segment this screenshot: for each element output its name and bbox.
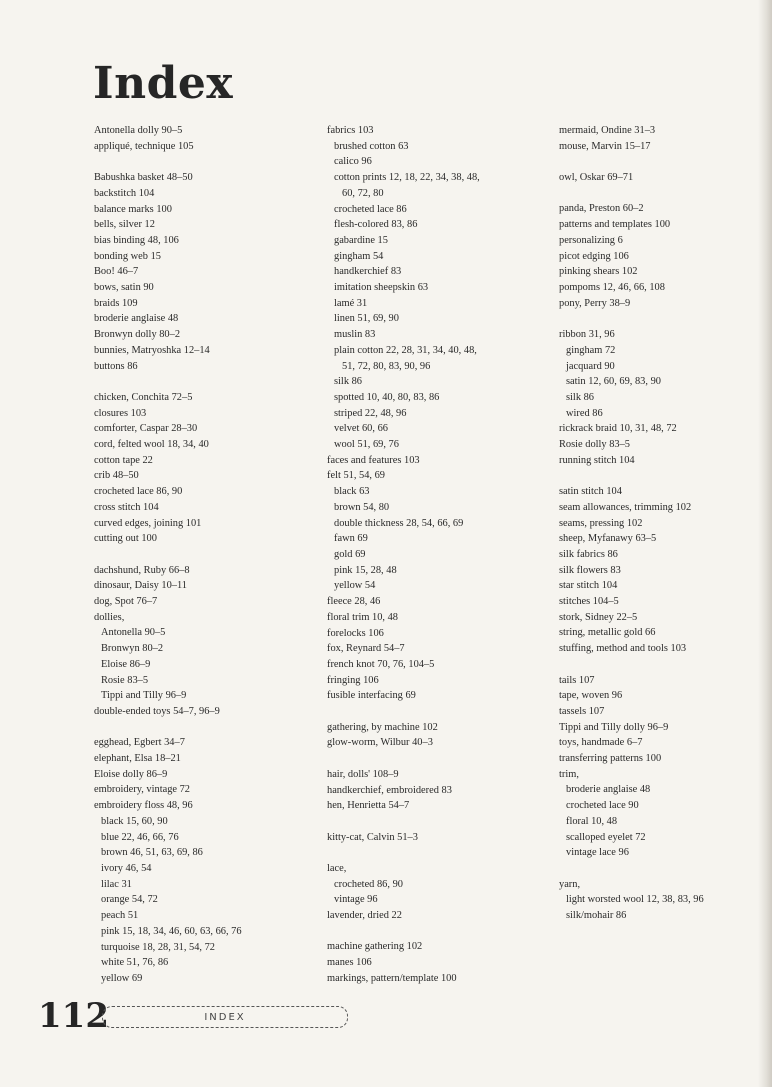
index-entry: tape, woven 96 xyxy=(559,690,623,702)
index-entry: cutting out 100 xyxy=(94,533,157,545)
index-subentry: blue 22, 46, 66, 76 xyxy=(101,831,179,843)
index-subentry: plain cotton 22, 28, 31, 34, 40, 48, xyxy=(334,344,477,356)
index-entry: mermaid, Ondine 31–3 xyxy=(559,125,656,136)
index-entry: Eloise dolly 86–9 xyxy=(94,768,168,780)
index-entry: transferring patterns 100 xyxy=(559,753,662,765)
index-subentry: handkerchief 83 xyxy=(334,266,402,278)
index-entry: fusible interfacing 69 xyxy=(327,690,416,702)
index-subentry: fawn 69 xyxy=(334,533,368,545)
index-subentry: linen 51, 69, 90 xyxy=(334,313,399,325)
index-entry: dollies, xyxy=(94,611,125,623)
index-subentry: wool 51, 69, 76 xyxy=(334,439,399,451)
index-entry: pompoms 12, 46, 66, 108 xyxy=(559,282,665,293)
index-entry: crib 48–50 xyxy=(94,470,139,482)
index-entry: glow-worm, Wilbur 40–3 xyxy=(327,737,433,749)
index-entry: machine gathering 102 xyxy=(327,941,423,953)
index-entry: pinking shears 102 xyxy=(559,266,638,278)
index-subentry: Rosie 83–5 xyxy=(101,674,149,686)
index-entry: closures 103 xyxy=(94,407,147,419)
index-entry: picot edging 106 xyxy=(559,250,629,262)
index-entry: running stitch 104 xyxy=(559,454,635,466)
index-entry: stuffing, method and tools 103 xyxy=(559,643,687,655)
index-entry: markings, pattern/template 100 xyxy=(327,972,457,984)
index-entry: fox, Reynard 54–7 xyxy=(327,643,405,655)
index-entry: panda, Preston 60–2 xyxy=(559,203,644,215)
index-entry: embroidery floss 48, 96 xyxy=(94,800,193,812)
index-subentry: black 15, 60, 90 xyxy=(101,815,168,827)
index-spacer xyxy=(559,657,764,673)
index-subentry: gold 69 xyxy=(334,548,366,560)
index-subentry: striped 22, 48, 96 xyxy=(334,407,407,419)
index-spacer xyxy=(559,311,764,327)
index-entry: rickrack braid 10, 31, 48, 72 xyxy=(559,423,677,435)
index-entry: chicken, Conchita 72–5 xyxy=(94,391,193,403)
index-subentry: Tippi and Tilly 96–9 xyxy=(101,690,187,702)
index-column-1 xyxy=(94,123,309,987)
index-entry: Babushka basket 48–50 xyxy=(94,172,193,184)
index-spacer xyxy=(327,814,542,830)
index-entry: cord, felted wool 18, 34, 40 xyxy=(94,439,209,451)
index-entry: lavender, dried 22 xyxy=(327,910,402,922)
index-entry: satin stitch 104 xyxy=(559,486,622,498)
index-entry: curved edges, joining 101 xyxy=(94,517,202,529)
index-entry: faces and features 103 xyxy=(327,454,420,466)
book-spine-shadow xyxy=(758,0,772,1087)
index-entry: comforter, Caspar 28–30 xyxy=(94,423,198,435)
index-subentry: orange 54, 72 xyxy=(101,894,158,906)
index-subentry: crocheted lace 90 xyxy=(566,800,639,812)
index-subentry: vintage lace 96 xyxy=(566,847,629,859)
index-entry: hair, dolls' 108–9 xyxy=(327,768,399,780)
index-entry: silk flowers 83 xyxy=(559,564,621,576)
index-entry: french knot 70, 76, 104–5 xyxy=(327,658,435,670)
index-entry: balance marks 100 xyxy=(94,203,172,215)
index-entry: gathering, by machine 102 xyxy=(327,721,438,733)
index-entry: tassels 107 xyxy=(559,705,605,717)
index-entry: string, metallic gold 66 xyxy=(559,627,656,639)
index-entry: bunnies, Matryoshka 12–14 xyxy=(94,344,210,356)
index-subentry: silk 86 xyxy=(334,376,363,388)
index-entry: cross stitch 104 xyxy=(94,501,159,513)
index-subentry: lamé 31 xyxy=(334,297,368,309)
index-subentry: pink 15, 18, 34, 46, 60, 63, 66, 76 xyxy=(101,925,242,937)
index-entry: fringing 106 xyxy=(327,674,379,686)
index-entry: kitty-cat, Calvin 51–3 xyxy=(327,831,418,843)
index-spacer xyxy=(327,751,542,767)
index-spacer xyxy=(94,154,309,170)
index-subentry: yellow 54 xyxy=(334,580,376,592)
index-entry: embroidery, vintage 72 xyxy=(94,784,190,796)
index-subentry: Bronwyn 80–2 xyxy=(101,643,164,655)
index-spacer xyxy=(559,468,764,484)
index-entry: stork, Sidney 22–5 xyxy=(559,611,638,623)
index-subentry: ivory 46, 54 xyxy=(101,862,152,874)
index-subentry: calico 96 xyxy=(334,156,372,168)
page-number: 112 xyxy=(38,996,109,1036)
index-spacer xyxy=(327,845,542,861)
index-entry: toys, handmade 6–7 xyxy=(559,737,643,749)
index-entry: felt 51, 54, 69 xyxy=(327,470,386,482)
index-subentry: muslin 83 xyxy=(334,329,376,341)
index-entry: personalizing 6 xyxy=(559,234,623,246)
index-entry: ribbon 31, 96 xyxy=(559,329,615,341)
index-entry: tails 107 xyxy=(559,674,595,686)
index-entry: hen, Henrietta 54–7 xyxy=(327,800,410,812)
index-subentry: yellow 69 xyxy=(101,972,143,984)
index-subentry: Antonella 90–5 xyxy=(101,627,166,639)
index-subentry: flesh-colored 83, 86 xyxy=(334,219,418,231)
index-entry: star stitch 104 xyxy=(559,580,618,592)
index-subentry: Eloise 86–9 xyxy=(101,658,151,670)
index-entry: bonding web 15 xyxy=(94,250,161,262)
index-entry: handkerchief, embroidered 83 xyxy=(327,784,452,796)
index-entry: yarn, xyxy=(559,878,581,890)
index-subentry: crocheted lace 86 xyxy=(334,203,407,215)
index-entry: bias binding 48, 106 xyxy=(94,234,179,246)
index-spacer xyxy=(559,861,764,877)
index-entry: floral trim 10, 48 xyxy=(327,611,398,623)
index-entry: Boo! 46–7 xyxy=(94,266,139,278)
index-subentry: white 51, 76, 86 xyxy=(101,957,169,969)
index-spacer xyxy=(327,704,542,720)
index-entry: buttons 86 xyxy=(94,360,138,372)
index-entry: backstitch 104 xyxy=(94,187,155,199)
index-spacer xyxy=(94,547,309,563)
index-subentry: spotted 10, 40, 80, 83, 86 xyxy=(334,391,440,403)
index-entry: mouse, Marvin 15–17 xyxy=(559,140,651,152)
index-entry: broderie anglaise 48 xyxy=(94,313,179,325)
index-subentry: broderie anglaise 48 xyxy=(566,784,651,796)
index-entry: trim, xyxy=(559,768,579,780)
index-subentry: brown 46, 51, 63, 69, 86 xyxy=(101,847,203,859)
index-entry-continuation: 60, 72, 80 xyxy=(342,187,384,199)
index-entry: bells, silver 12 xyxy=(94,219,155,231)
index-subentry: turquoise 18, 28, 31, 54, 72 xyxy=(101,941,216,953)
index-entry: forelocks 106 xyxy=(327,627,384,639)
index-spacer xyxy=(559,154,764,170)
index-entry: Bronwyn dolly 80–2 xyxy=(94,329,181,341)
footer-label: INDEX xyxy=(102,1006,348,1028)
index-entry: seams, pressing 102 xyxy=(559,517,643,529)
index-subentry: silk 86 xyxy=(566,391,595,403)
page-title: Index xyxy=(93,58,234,109)
index-entry: sheep, Myfanawy 63–5 xyxy=(559,533,657,545)
index-entry-continuation: 51, 72, 80, 83, 90, 96 xyxy=(342,360,431,372)
index-entry: dog, Spot 76–7 xyxy=(94,596,158,608)
index-entry: Rosie dolly 83–5 xyxy=(559,439,631,451)
index-entry: double-ended toys 54–7, 96–9 xyxy=(94,705,220,717)
index-entry: dinosaur, Daisy 10–11 xyxy=(94,580,187,592)
index-entry: cotton tape 22 xyxy=(94,454,153,466)
index-subentry: black 63 xyxy=(334,486,370,498)
index-entry: stitches 104–5 xyxy=(559,596,619,608)
index-subentry: peach 51 xyxy=(101,910,139,922)
index-spacer xyxy=(94,374,309,390)
index-entry: appliqué, technique 105 xyxy=(94,140,194,152)
index-entry: manes 106 xyxy=(327,957,372,969)
index-spacer xyxy=(94,720,309,736)
index-entry: patterns and templates 100 xyxy=(559,219,671,231)
index-subentry: cotton prints 12, 18, 22, 34, 38, 48, xyxy=(334,172,480,184)
index-subentry: light worsted wool 12, 38, 83, 96 xyxy=(566,894,704,906)
index-subentry: scalloped eyelet 72 xyxy=(566,831,646,843)
index-subentry: double thickness 28, 54, 66, 69 xyxy=(334,517,464,529)
index-spacer xyxy=(559,186,764,202)
index-entry: silk fabrics 86 xyxy=(559,548,618,560)
index-subentry: gabardine 15 xyxy=(334,234,388,246)
index-subentry: lilac 31 xyxy=(101,878,132,890)
index-subentry: vintage 96 xyxy=(334,894,378,906)
index-subentry: satin 12, 60, 69, 83, 90 xyxy=(566,376,661,388)
index-subentry: imitation sheepskin 63 xyxy=(334,282,429,294)
index-subentry: pink 15, 28, 48 xyxy=(334,564,397,576)
index-entry: fabrics 103 xyxy=(327,125,374,136)
index-subentry: floral 10, 48 xyxy=(566,815,618,827)
index-entry: crocheted lace 86, 90 xyxy=(94,486,183,498)
index-entry: fleece 28, 46 xyxy=(327,596,381,608)
index-entry: dachshund, Ruby 66–8 xyxy=(94,564,190,576)
index-entry: Tippi and Tilly dolly 96–9 xyxy=(559,721,669,733)
index-subentry: wired 86 xyxy=(566,407,603,419)
index-subentry: crocheted 86, 90 xyxy=(334,878,403,890)
index-column-2 xyxy=(327,123,542,987)
index-entry: lace, xyxy=(327,862,347,874)
index-entry: pony, Perry 38–9 xyxy=(559,297,631,309)
index-subentry: silk/mohair 86 xyxy=(566,910,627,922)
index-subentry: gingham 54 xyxy=(334,250,384,262)
index-entry: elephant, Elsa 18–21 xyxy=(94,753,181,765)
index-subentry: brushed cotton 63 xyxy=(334,140,409,152)
index-subentry: jacquard 90 xyxy=(566,360,615,372)
index-entry: bows, satin 90 xyxy=(94,282,154,294)
index-subentry: velvet 60, 66 xyxy=(334,423,388,435)
index-subentry: brown 54, 80 xyxy=(334,501,390,513)
index-entry: egghead, Egbert 34–7 xyxy=(94,737,185,749)
index-subentry: gingham 72 xyxy=(566,344,616,356)
index-spacer xyxy=(327,924,542,940)
index-column-3 xyxy=(559,123,764,924)
index-entry: braids 109 xyxy=(94,297,138,309)
index-entry: Antonella dolly 90–5 xyxy=(94,125,183,136)
index-entry: seam allowances, trimming 102 xyxy=(559,501,692,513)
index-entry: owl, Oskar 69–71 xyxy=(559,172,634,184)
